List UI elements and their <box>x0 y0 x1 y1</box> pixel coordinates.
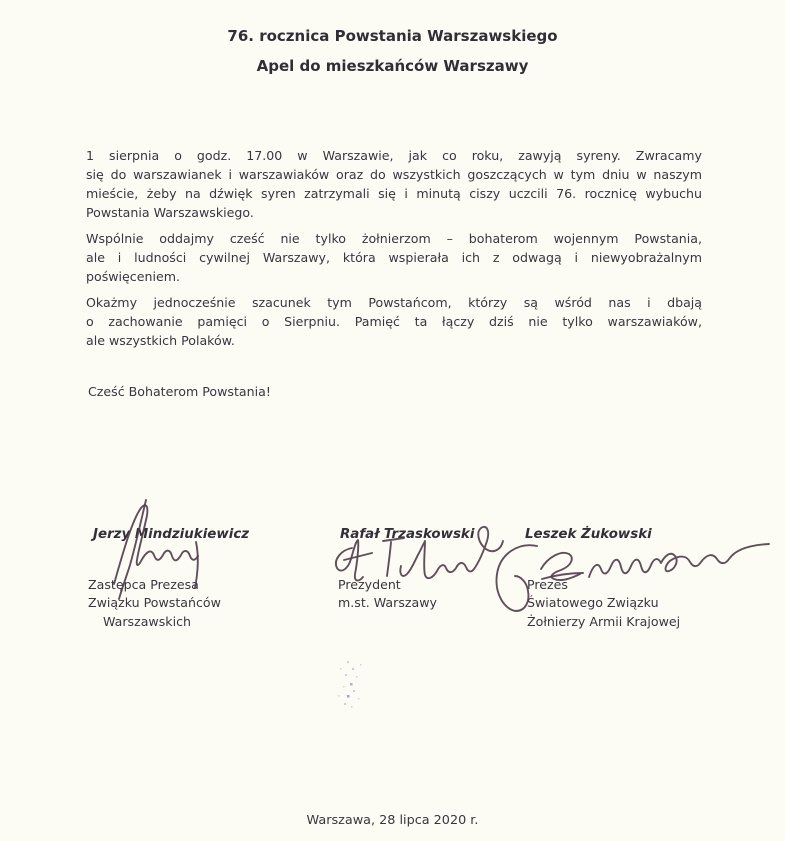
signatory-role-line: Zastępca Prezesa <box>88 576 199 592</box>
signatory-role-line: Światowego Związku <box>527 595 659 610</box>
signatory-name: Jerzy Mindziukiewicz <box>93 527 250 542</box>
signatory-roles <box>338 576 474 613</box>
signatory-block-rafal-trzaskowski <box>338 526 474 613</box>
paragraph-line: ale wszystkich Polaków. <box>86 333 235 348</box>
signatory-roles <box>525 576 680 632</box>
signatory-role-line: Warszawskich <box>103 613 191 629</box>
paragraph-line: poświęceniem. <box>86 269 180 284</box>
scan-artifact-speckles <box>338 661 362 708</box>
paragraph-line: Powstania Warszawskiego. <box>86 205 254 220</box>
signatory-name: Rafał Trzaskowski <box>340 527 475 542</box>
signatory-role-line: Prezes <box>527 576 568 592</box>
date-line: Warszawa, 28 lipca 2020 r. <box>306 813 479 828</box>
paragraph-line: Wspólnie oddajmy cześć nie tylko żołnierzom – bohaterom wojennym Powstania, <box>86 231 702 246</box>
salute-line: Cześć Bohaterom Powstania! <box>88 384 271 399</box>
paragraph-line: ale i ludności cywilnej Warszawy, która wspierała ich z odwagą i niewyobrażalnym <box>86 250 702 265</box>
paragraph-line: o zachowanie pamięci o Sierpniu. Pamięć ta łączy dziś nie tylko warszawiaków, <box>86 314 702 329</box>
document-title <box>0 21 785 81</box>
signatory-role-line: Żołnierzy Armii Krajowej <box>527 613 681 629</box>
paragraph-line: Okażmy jednocześnie szacunek tym Powstańcom, którzy są wśród nas i dbają <box>86 295 702 310</box>
paragraph-line: się do warszawianek i warszawiaków oraz do wszystkich goszczących w tym dniu w naszym <box>86 167 702 182</box>
signatory-name: Leszek Żukowski <box>525 527 652 542</box>
body-text <box>86 146 702 357</box>
paragraph-1 <box>86 146 702 222</box>
signatory-block-leszek-zukowski <box>525 526 680 631</box>
title-line-1: 76. rocznica Powstania Warszawskiego <box>227 27 558 45</box>
paragraph-line: 1 sierpnia o godz. 17.00 w Warszawie, jak co roku, zawyją syreny. Zwracamy <box>86 148 702 163</box>
signatory-role-line: Prezydent <box>338 576 401 592</box>
title-line-2: Apel do mieszkańców Warszawy <box>256 57 529 75</box>
paragraph-line: mieście, żeby na dźwięk syren zatrzymali się i minutą ciszy uczcili 76. rocznicę wybuchu <box>86 186 702 201</box>
signatory-role-line: m.st. Warszawy <box>338 595 437 610</box>
paragraph-2 <box>86 229 702 286</box>
paragraph-3 <box>86 293 702 350</box>
signatory-role-line: Związku Powstańców <box>88 595 221 610</box>
signatory-block-jerzy-mindziukiewicz <box>88 526 249 631</box>
signatory-roles <box>88 576 249 632</box>
